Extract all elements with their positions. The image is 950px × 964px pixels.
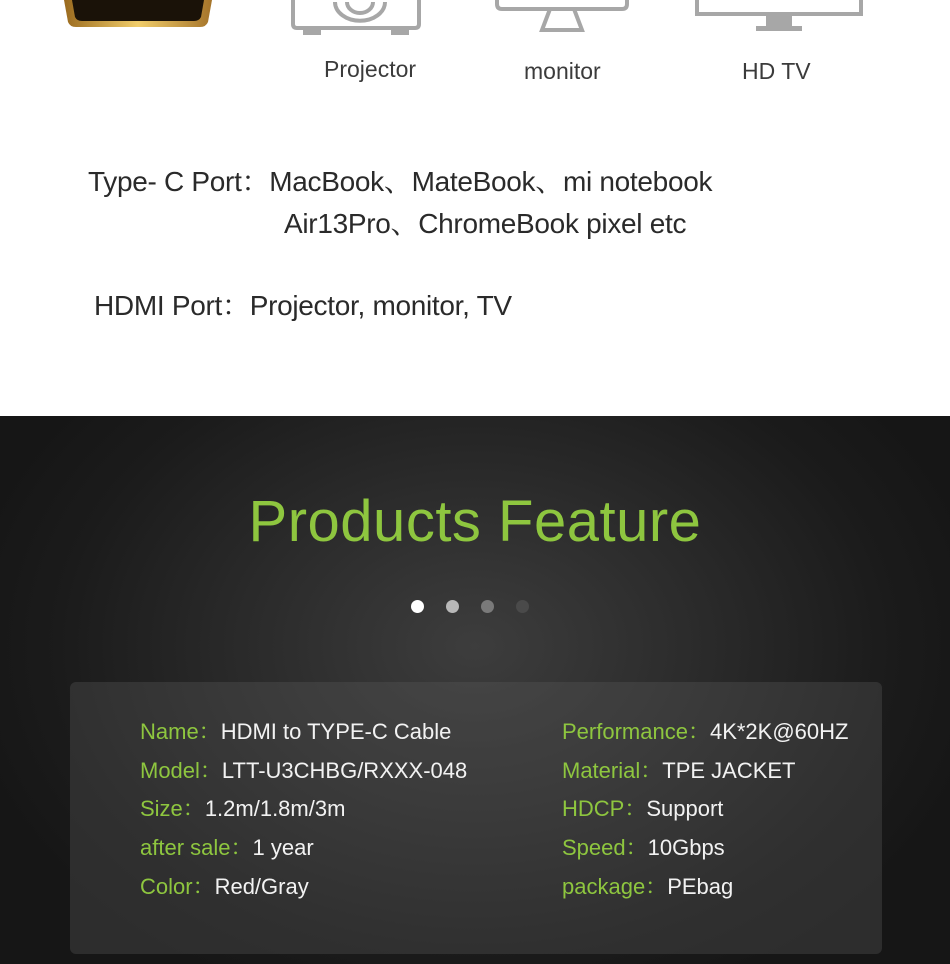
- spec-panel: [70, 682, 882, 954]
- spec-column-right: [562, 720, 848, 913]
- spec-key: Performance：: [562, 719, 710, 744]
- spec-key: HDCP：: [562, 796, 647, 822]
- projector-icon: [289, 0, 423, 36]
- monitor-icon: [494, 0, 630, 36]
- spec-key: Size：: [140, 796, 205, 822]
- spec-key: Name：: [140, 719, 221, 744]
- spec-row: [140, 720, 467, 759]
- tv-icon: [694, 0, 864, 36]
- spec-value: PEbag: [667, 873, 734, 899]
- typec-port-devices-1: MacBook、MateBook、mi notebook: [269, 166, 713, 197]
- spec-key: Color：: [140, 873, 215, 899]
- spec-key: Model：: [140, 757, 222, 783]
- carousel-dot-4[interactable]: [516, 600, 529, 613]
- spec-value: Support: [646, 796, 724, 822]
- typec-port-line: [88, 160, 712, 200]
- typec-port-devices-2: Air13Pro、ChromeBook pixel etc: [284, 208, 687, 239]
- hdmi-port-label: HDMI Port：: [94, 290, 250, 321]
- spec-row: [562, 836, 848, 875]
- spec-row: [140, 875, 467, 914]
- spec-row: [562, 720, 848, 759]
- spec-key: Material：: [562, 757, 663, 783]
- spec-value: TPE JACKET: [662, 757, 796, 783]
- spec-key: after sale：: [140, 835, 253, 861]
- device-label-projector: Projector: [324, 56, 417, 82]
- spec-key: Speed：: [562, 835, 648, 861]
- spec-value: HDMI to TYPE-C Cable: [220, 719, 452, 744]
- hdmi-port-line: [94, 284, 512, 324]
- spec-value: 1.2m/1.8m/3m: [204, 796, 346, 822]
- spec-value: Red/Gray: [214, 873, 309, 899]
- spec-value: 1 year: [252, 835, 314, 861]
- compatibility-section: [0, 0, 950, 416]
- hdmi-connector-icon: [62, 0, 214, 30]
- spec-row: [562, 797, 848, 836]
- device-label-monitor: monitor: [524, 58, 601, 84]
- spec-row: [140, 759, 467, 798]
- typec-port-label: Type- C Port：: [88, 166, 270, 197]
- products-feature-section: [0, 416, 950, 964]
- spec-row: [140, 797, 467, 836]
- carousel-dot-1[interactable]: [411, 600, 424, 613]
- spec-value: 10Gbps: [647, 835, 725, 861]
- carousel-dot-3[interactable]: [481, 600, 494, 613]
- spec-row: [562, 759, 848, 798]
- spec-row: [562, 875, 848, 914]
- spec-column-left: [140, 720, 467, 913]
- carousel-dot-2[interactable]: [446, 600, 459, 613]
- device-label-hdtv: HD TV: [742, 58, 811, 84]
- spec-value: LTT-U3CHBG/RXXX-048: [221, 757, 468, 783]
- spec-key: package：: [562, 873, 668, 899]
- spec-value: 4K*2K@60HZ: [709, 719, 849, 744]
- section-title: Products Feature: [248, 489, 702, 554]
- spec-row: [140, 836, 467, 875]
- hdmi-port-devices: Projector, monitor, TV: [249, 290, 512, 321]
